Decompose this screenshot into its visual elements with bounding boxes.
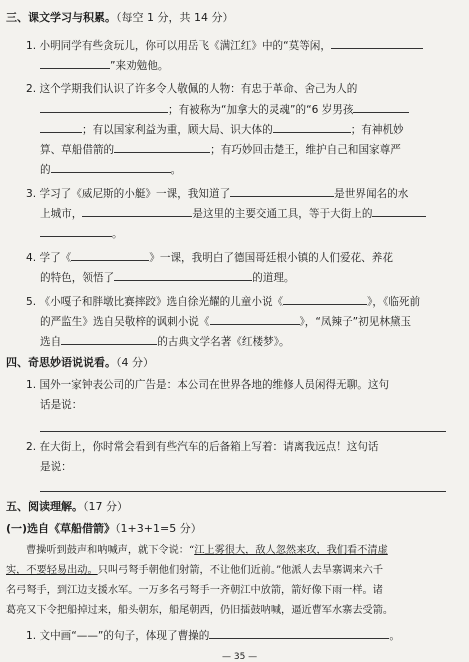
- q3-2-line5: 的 。: [40, 164, 182, 176]
- section5-score: （17 分）: [83, 500, 128, 513]
- section3-score: （每空 1 分，共 14 分）: [116, 11, 234, 24]
- q4-1-line2: 话是说：: [40, 399, 83, 411]
- passage-line2: 实，不要轻易出动。只叫弓弩手朝他们射箭，不让他们近前。”他派人去旱寨调来六千: [6, 565, 384, 576]
- q4-1-line1: 1. 国外一家钟表公司的广告是：本公司在世界各地的维修人员闲得无聊。这句: [26, 379, 390, 391]
- q3-3-blank-d[interactable]: [40, 226, 112, 237]
- section4-score: （4 分）: [116, 356, 154, 369]
- q3-2-blank-f[interactable]: [51, 162, 171, 173]
- q3-3-blank-a[interactable]: [230, 186, 334, 197]
- q3-3-blank-c[interactable]: [372, 206, 426, 217]
- q3-2-line1: 2. 这个学期我们认识了许多令人敬佩的人物：有忠于革命、舍己为人的: [26, 83, 358, 95]
- section5-sub1-score: （1+3+1=5 分）: [115, 522, 202, 535]
- q3-3-line3: 。: [40, 226, 123, 241]
- q3-4-blank-b[interactable]: [114, 270, 252, 281]
- q3-2-blank-c[interactable]: [40, 122, 82, 133]
- q3-5-line2: 的严监生》选自吴敬梓的讽刺小说《 》，“凤辣子”初见林黛玉: [40, 316, 412, 328]
- q3-5-blank-a[interactable]: [283, 294, 367, 305]
- q3-2-line2: ；有被称为“加拿大的灵魂”的“6 岁男孩: [40, 102, 409, 117]
- passage-line1: 曹操听到鼓声和呐喊声，就下令说：“江上雾很大，敌人忽然来攻，我们看不清虚: [26, 545, 388, 556]
- q3-2-blank-d[interactable]: [273, 122, 351, 133]
- passage-line4: 葛亮又下令把船掉过来，船头朝东，船尾朝西，仍旧擂鼓呐喊，逼近曹军水寨去受箭。: [6, 605, 394, 616]
- q4-1-answer-line[interactable]: [40, 431, 446, 432]
- q3-2-line4: 算、草船借箭的 ；有巧妙回击楚王，维护自己和国家尊严: [40, 144, 401, 156]
- q4-2-line1: 2. 在大街上，你时常会看到有些汽车的后备箱上写着：请离我远点！这句话: [26, 441, 379, 453]
- passage-line3: 名弓弩手，到江边支援水军。一万多名弓弩手一齐朝江中放箭，箭好像下雨一样。诸: [6, 585, 383, 596]
- q4-2-answer-line[interactable]: [40, 491, 446, 492]
- underlined-sentence-part2: 实，不要轻易出动。: [6, 565, 98, 576]
- section3-heading: [6, 11, 233, 25]
- q3-2-blank-b[interactable]: [353, 102, 409, 113]
- q3-5-blank-c[interactable]: [61, 334, 157, 345]
- section5-title: 五、阅读理解。: [6, 500, 83, 513]
- q3-2-line3: ；有以国家利益为重，顾大局、识大体的 ；有神机妙: [40, 122, 404, 137]
- underlined-sentence-part1: 江上雾很大，敌人忽然来攻，我们看不清虚: [194, 545, 388, 556]
- q3-1-blank-a[interactable]: [331, 38, 423, 49]
- q3-3-line1: 3. 学习了《威尼斯的小艇》一课，我知道了 是世界闻名的水: [26, 188, 409, 200]
- section3-title: 三、课文学习与积累。: [6, 11, 116, 24]
- page-number: — 35 —: [222, 652, 258, 662]
- q3-5-line3: 选自 的古典文学名著《红楼梦》。: [40, 336, 290, 348]
- q3-4-blank-a[interactable]: [71, 250, 149, 261]
- q3-4-line2: 的特色，领悟了 的道理。: [40, 272, 295, 284]
- q3-3-line2: 上城市， 是这里的主要交通工具，等于大街上的: [40, 206, 426, 221]
- q5-1-blank[interactable]: [209, 628, 389, 639]
- q3-4-line1: 4. 学了《 》一课，我明白了德国哥廷根小镇的人们爱花、养花: [26, 252, 393, 264]
- q5-1-line: 1. 文中画“——”的句子，体现了曹操的 。: [26, 630, 400, 642]
- q3-1-line2: ”来劝勉他。: [40, 58, 168, 73]
- q3-1-blank-b[interactable]: [40, 58, 110, 69]
- q3-5-line1: 5. 《小嘎子和胖墩比赛摔跤》选自徐光耀的儿童小说《 》，《临死前: [26, 296, 421, 308]
- section5-heading: [6, 500, 128, 514]
- section4-heading: [6, 356, 154, 370]
- section5-sub1-heading: [6, 522, 202, 536]
- q3-3-blank-b[interactable]: [82, 206, 192, 217]
- q4-2-line2: 是说：: [40, 461, 72, 473]
- q3-2-blank-e[interactable]: [114, 142, 210, 153]
- q3-1-line1: 1. 小明同学有些贪玩儿，你可以用岳飞《满江红》中的“莫等闲，: [26, 38, 423, 53]
- q3-5-blank-b[interactable]: [210, 314, 300, 325]
- q3-2-blank-a[interactable]: [40, 102, 168, 113]
- section4-title: 四、奇思妙语说说看。: [6, 356, 116, 369]
- section5-sub1-title: (一)选自《草船借箭》: [6, 522, 116, 535]
